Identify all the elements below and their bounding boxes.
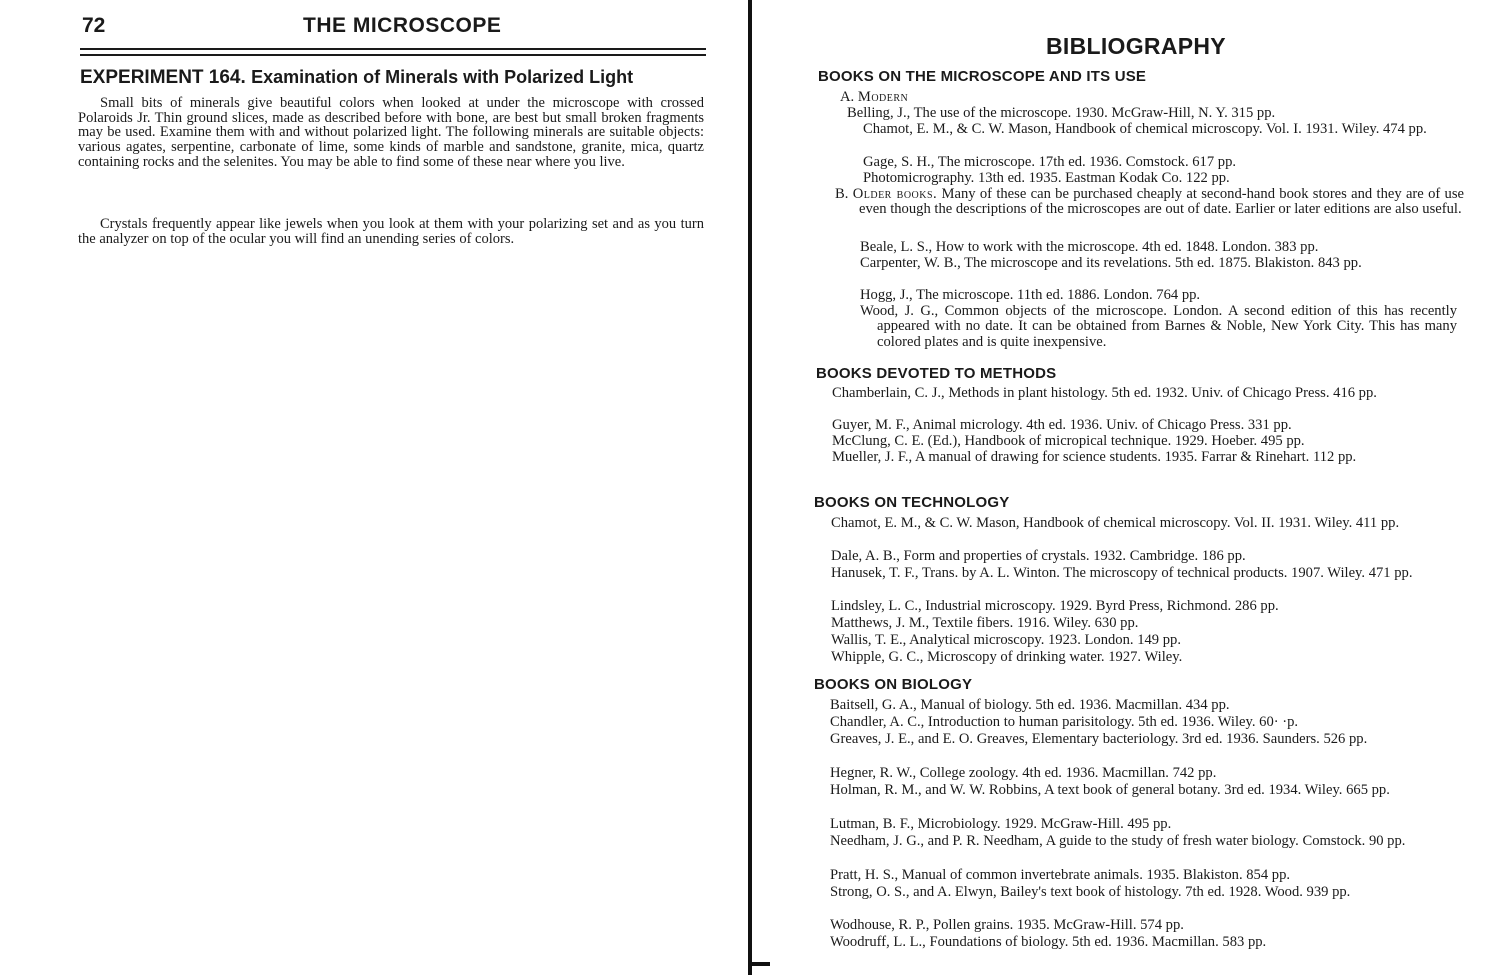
bib-entry: Greaves, J. E., and E. O. Greaves, Elementary bacteriology. 3rd ed. 1936. Saunders. 526 pp. [830,731,1368,747]
section-heading-methods: BOOKS DEVOTED TO METHODS [816,365,1057,382]
bib-entry: Carpenter, W. B., The microscope and its revelations. 5th ed. 1875. Blakiston. 843 pp. [860,255,1362,271]
bib-entry: Hegner, R. W., College zoology. 4th ed. 1936. Macmillan. 742 pp. [830,765,1217,781]
bib-entry: Chamot, E. M., & C. W. Mason, Handbook of chemical microscopy. Vol. II. 1931. Wiley. 411 pp. [831,515,1400,531]
bibliography-title: BIBLIOGRAPHY [1046,33,1226,59]
bib-entry: Wood, J. G., Common objects of the microscope. London. A second edition of this has recently appeared with no date. It can be obtained from Barnes & Noble, New York City. This has many colored plates and is quite inexpensive. [860,303,1457,350]
header-rule-bottom [80,54,706,56]
bib-entry: Wodhouse, R. P., Pollen grains. 1935. McGraw-Hill. 574 pp. [830,917,1184,933]
subsection-marker: A. [840,89,855,105]
subsection-marker: B. [835,186,849,202]
section-heading-microscope: BOOKS ON THE MICROSCOPE AND ITS USE [818,68,1147,85]
subsection-label: Older books. [852,186,938,202]
subsection-older [835,187,1464,218]
bib-entry: Needham, J. G., and P. R. Needham, A guide to the study of fresh water biology. Comstock. 90 pp. [830,833,1406,849]
bib-entry: Baitsell, G. A., Manual of biology. 5th ed. 1936. Macmillan. 434 pp. [830,697,1230,713]
bib-entry: Lindsley, L. C., Industrial microscopy. 1929. Byrd Press, Richmond. 286 pp. [831,598,1279,614]
bib-entry: Mueller, J. F., A manual of drawing for science students. 1935. Farrar & Rinehart. 112 pp. [832,449,1357,465]
bib-entry: Chandler, A. C., Introduction to human parisitology. 5th ed. 1936. Wiley. 60· ·p. [830,714,1299,730]
subsection-modern [840,90,1490,105]
body-paragraph: Crystals frequently appear like jewels when you look at them with your polarizing set and as you turn the analyzer on top of the ocular you will find an unending series of colors. [78,216,704,247]
experiment-label: EXPERIMENT 164. [80,67,246,88]
header-rule-top [80,48,706,50]
bib-entry: Guyer, M. F., Animal micrology. 4th ed. 1936. Univ. of Chicago Press. 331 pp. [832,417,1292,433]
bib-entry: Gage, S. H., The microscope. 17th ed. 1936. Comstock. 617 pp. [863,154,1237,170]
bib-entry: Matthews, J. M., Textile fibers. 1916. Wiley. 630 pp. [831,615,1139,631]
running-head: THE MICROSCOPE [303,14,502,37]
bib-entry: Chamot, E. M., & C. W. Mason, Handbook of chemical microscopy. Vol. I. 1931. Wiley. 474 pp. [863,121,1427,137]
page-number: 72 [82,14,106,37]
bib-entry: Whipple, G. C., Microscopy of drinking water. 1927. Wiley. [831,649,1183,665]
right-page [752,0,1500,975]
experiment-title: Examination of Minerals with Polarized Light [251,67,634,87]
experiment-heading [80,67,633,89]
bib-entry: Hanusek, T. F., Trans. by A. L. Winton. The microscopy of technical products. 1907. Wiley. 471 pp. [831,565,1413,581]
bib-entry: Chamberlain, C. J., Methods in plant histology. 5th ed. 1932. Univ. of Chicago Press. 416 pp. [832,385,1377,401]
body-paragraph: Small bits of minerals give beautiful colors when looked at under the microscope with crossed Polaroids Jr. Thin ground slices, made as described before with bone, are best but small broken fragments may be used. Examine them with and without polarized light. The following minerals are suitable objects: various agates, serpentine, carbonate of lime, some kinds of marble and sandstone, granite, mica, quartz containing rocks and the selenites. You may be able to find some of these near where you live. [78,95,704,170]
bib-entry: Pratt, H. S., Manual of common invertebrate animals. 1935. Blakiston. 854 pp. [830,867,1291,883]
bib-entry: Lutman, B. F., Microbiology. 1929. McGraw-Hill. 495 pp. [830,816,1172,832]
bib-entry: Hogg, J., The microscope. 11th ed. 1886. London. 764 pp. [860,287,1201,303]
section-heading-biology: BOOKS ON BIOLOGY [814,676,973,693]
bib-entry: McClung, C. E. (Ed.), Handbook of micropical technique. 1929. Hoeber. 495 pp. [832,433,1305,449]
bib-entry: Dale, A. B., Form and properties of crystals. 1932. Cambridge. 186 pp. [831,548,1246,564]
bib-entry: Belling, J., The use of the microscope. 1930. McGraw-Hill, N. Y. 315 pp. [847,105,1276,121]
section-heading-technology: BOOKS ON TECHNOLOGY [814,494,1010,511]
subsection-label: Modern [857,89,909,105]
subsection-note: Many of these can be purchased cheaply at second-hand book stores and they are of use even though the descriptions of the microscopes are out of date. Earlier or later editions are also useful. [859,186,1464,218]
bib-entry: Holman, R. M., and W. W. Robbins, A text book of general botany. 3rd ed. 1934. Wiley. 665 pp. [830,782,1390,798]
bib-entry: Strong, O. S., and A. Elwyn, Bailey's text book of histology. 7th ed. 1928. Wood. 939 pp. [830,884,1351,900]
bib-entry: Wallis, T. E., Analytical microscopy. 1923. London. 149 pp. [831,632,1181,648]
bib-entry: Woodruff, L. L., Foundations of biology. 5th ed. 1936. Macmillan. 583 pp. [830,934,1267,950]
left-page [0,0,745,975]
bib-entry: Beale, L. S., How to work with the microscope. 4th ed. 1848. London. 383 pp. [860,239,1319,255]
bib-entry: Photomicrography. 13th ed. 1935. Eastman Kodak Co. 122 pp. [863,170,1230,186]
